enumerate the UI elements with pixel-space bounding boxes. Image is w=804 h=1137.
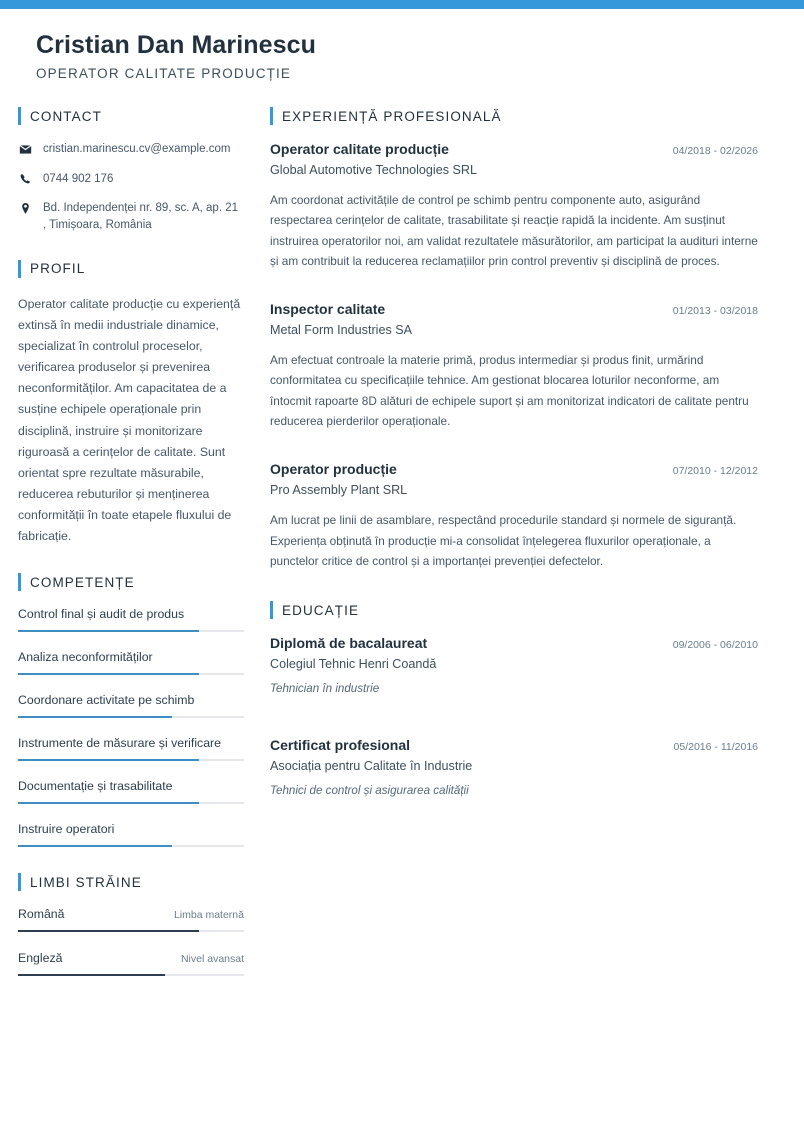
experience-section	[270, 107, 758, 571]
skill-label: Instruire operatori	[18, 822, 115, 837]
skills-section-head	[18, 573, 244, 591]
skill-bar-track	[18, 716, 244, 718]
languages-section	[18, 873, 244, 976]
skill-item	[18, 822, 244, 847]
section-accent-bar	[18, 873, 21, 891]
contact-section-head	[18, 107, 244, 125]
experience-date: 07/2010 - 12/2012	[672, 465, 758, 478]
experience-entry-header	[270, 461, 758, 477]
education-school: Colegiul Tehnic Henri Coandă	[270, 657, 437, 672]
skills-section	[18, 573, 244, 847]
language-name: Română	[18, 907, 65, 922]
education-entry	[270, 635, 758, 695]
education-date: 05/2016 - 11/2016	[673, 741, 758, 754]
header-job-title: OPERATOR CALITATE PRODUCȚIE	[36, 66, 292, 81]
profile-heading: PROFIL	[30, 261, 86, 277]
skill-label: Analiza neconformităților	[18, 650, 153, 665]
experience-list	[270, 141, 758, 571]
language-row	[18, 951, 244, 965]
section-accent-bar	[18, 260, 21, 278]
skills-list	[18, 607, 244, 847]
skill-bar-fill	[18, 673, 199, 675]
language-bar-fill	[18, 974, 165, 976]
skill-item	[18, 693, 244, 718]
skill-item	[18, 607, 244, 632]
languages-section-head	[18, 873, 244, 891]
language-level-label: Limba maternă	[173, 909, 244, 922]
contact-email-value: cristian.marinescu.cv@example.com	[43, 143, 231, 155]
resume-header	[0, 9, 804, 81]
contact-address-value: Bd. Independenței nr. 89, sc. A, ap. 21 , Timișoara, România	[43, 202, 239, 232]
experience-date: 04/2018 - 02/2026	[672, 145, 758, 157]
experience-description: Am lucrat pe linii de asamblare, respectând procedurile standard și normele de siguranță. Experiența obținută în producție mi-a consolidat înțelegerea fluxurilor operaționale, a punctelor critice de control și a importanței prevenției defectelor.	[270, 513, 737, 568]
location-pin-icon	[18, 200, 32, 215]
skill-bar-fill	[18, 845, 172, 847]
language-name: Engleză	[18, 951, 63, 966]
experience-role: Operator producție	[270, 461, 397, 478]
experience-date: 01/2013 - 03/2018	[672, 305, 758, 318]
skill-item	[18, 779, 244, 804]
experience-organization: Pro Assembly Plant SRL	[270, 483, 408, 498]
page-title: Cristian Dan Marinescu	[36, 31, 317, 59]
skill-label: Instrumente de măsurare și verificare	[18, 736, 221, 751]
education-heading: EDUCAȚIE	[282, 602, 360, 618]
experience-description: Am coordonat activitățile de control pe schimb pentru componente auto, asigurând respectarea cerințelor de calitate, trasabilitate și reacție rapidă la incidente. Am susținut instruirea operatorilor noi, am validat rezultatele măsurătorilor, am participat la audituri interne și am contribuit la reducerea reclamațiilor prin control preventiv și disciplină de proces.	[270, 193, 758, 268]
skill-label: Documentație și trasabilitate	[18, 779, 173, 794]
contact-section	[18, 107, 244, 234]
education-degree: Diplomă de bacalaureat	[270, 635, 428, 652]
languages-list	[18, 907, 244, 976]
top-accent-bar	[0, 0, 804, 9]
skill-label: Control final și audit de produs	[18, 607, 185, 622]
skill-label: Coordonare activitate pe schimb	[18, 693, 195, 708]
skill-bar-fill	[18, 802, 199, 804]
phone-icon	[18, 171, 32, 186]
experience-entry	[270, 301, 758, 431]
section-accent-bar	[270, 107, 273, 125]
education-note: Tehnici de control și asigurarea calității	[270, 784, 469, 798]
section-accent-bar	[18, 107, 21, 125]
right-column	[262, 107, 782, 839]
languages-heading: LIMBI STRĂINE	[30, 874, 142, 890]
skill-bar-track	[18, 630, 244, 632]
experience-organization: Global Automotive Technologies SRL	[270, 163, 477, 177]
skill-bar-track	[18, 759, 244, 761]
experience-entry	[270, 141, 758, 271]
education-date: 09/2006 - 06/2010	[672, 639, 758, 652]
language-bar-track	[18, 930, 244, 932]
language-level-label: Nivel avansat	[180, 953, 244, 966]
section-accent-bar	[18, 573, 21, 591]
skills-heading: COMPETENȚE	[30, 574, 135, 590]
experience-entry	[270, 461, 758, 571]
experience-entry-header	[270, 301, 758, 317]
skill-item	[18, 650, 244, 675]
education-note: Tehnician în industrie	[270, 682, 380, 696]
skill-bar-fill	[18, 759, 199, 761]
skill-bar-fill	[18, 630, 199, 632]
skill-bar-track	[18, 845, 244, 847]
contact-item-email[interactable]	[18, 141, 244, 158]
education-list	[270, 635, 758, 797]
education-degree: Certificat profesional	[270, 737, 411, 754]
experience-role: Inspector calitate	[270, 301, 386, 318]
experience-description: Am efectuat controale la materie primă, produs intermediar și produs finit, urmărind conformitatea cu specificațiile tehnice. Am gestionat blocarea loturilor neconforme, am întocmit rapoarte 8D alături de echipele suport și am monitorizat indicatori de calitate pentru reducerea pierderilor operaționale.	[270, 353, 749, 428]
profile-text: Operator calitate producție cu experiență extinsă în medii industriale dinamice, specializat în controlul proceselor, verificarea produselor și prevenirea neconformităților. Am capacitatea de a susține echipele operaționale prin disciplină, instruire și monitorizare riguroasă a cerințelor de calitate. Sunt orientat spre rezultate măsurabile, reducerea rebuturilor și menținerea conformității în toate etapele fluxului de fabricație.	[18, 296, 241, 544]
experience-section-head	[270, 107, 758, 125]
contact-phone-value: 0744 902 176	[43, 172, 114, 185]
skill-bar-track	[18, 802, 244, 804]
profile-section-head	[18, 260, 244, 278]
skill-item	[18, 736, 244, 761]
language-bar-fill	[18, 930, 199, 932]
language-item	[18, 951, 244, 976]
skill-bar-track	[18, 673, 244, 675]
experience-heading: EXPERIENȚĂ PROFESIONALĂ	[282, 108, 502, 124]
profile-section	[18, 260, 244, 548]
education-entry-header	[270, 635, 758, 651]
language-item	[18, 907, 244, 932]
left-column	[0, 107, 262, 1002]
language-row	[18, 907, 244, 921]
contact-item-address[interactable]	[18, 200, 244, 233]
education-entry-header	[270, 737, 758, 753]
education-section	[270, 601, 758, 797]
experience-entry-header	[270, 141, 758, 157]
skill-bar-fill	[18, 716, 172, 718]
resume-body	[0, 81, 804, 1002]
education-entry	[270, 737, 758, 797]
education-section-head	[270, 601, 758, 619]
language-bar-track	[18, 974, 244, 976]
contact-item-phone[interactable]	[18, 171, 244, 188]
contact-heading: CONTACT	[30, 108, 102, 124]
education-school: Asociația pentru Calitate în Industrie	[270, 759, 473, 774]
envelope-icon	[18, 141, 32, 156]
experience-organization: Metal Form Industries SA	[270, 323, 413, 338]
experience-role: Operator calitate producție	[270, 141, 449, 157]
section-accent-bar	[270, 601, 273, 619]
